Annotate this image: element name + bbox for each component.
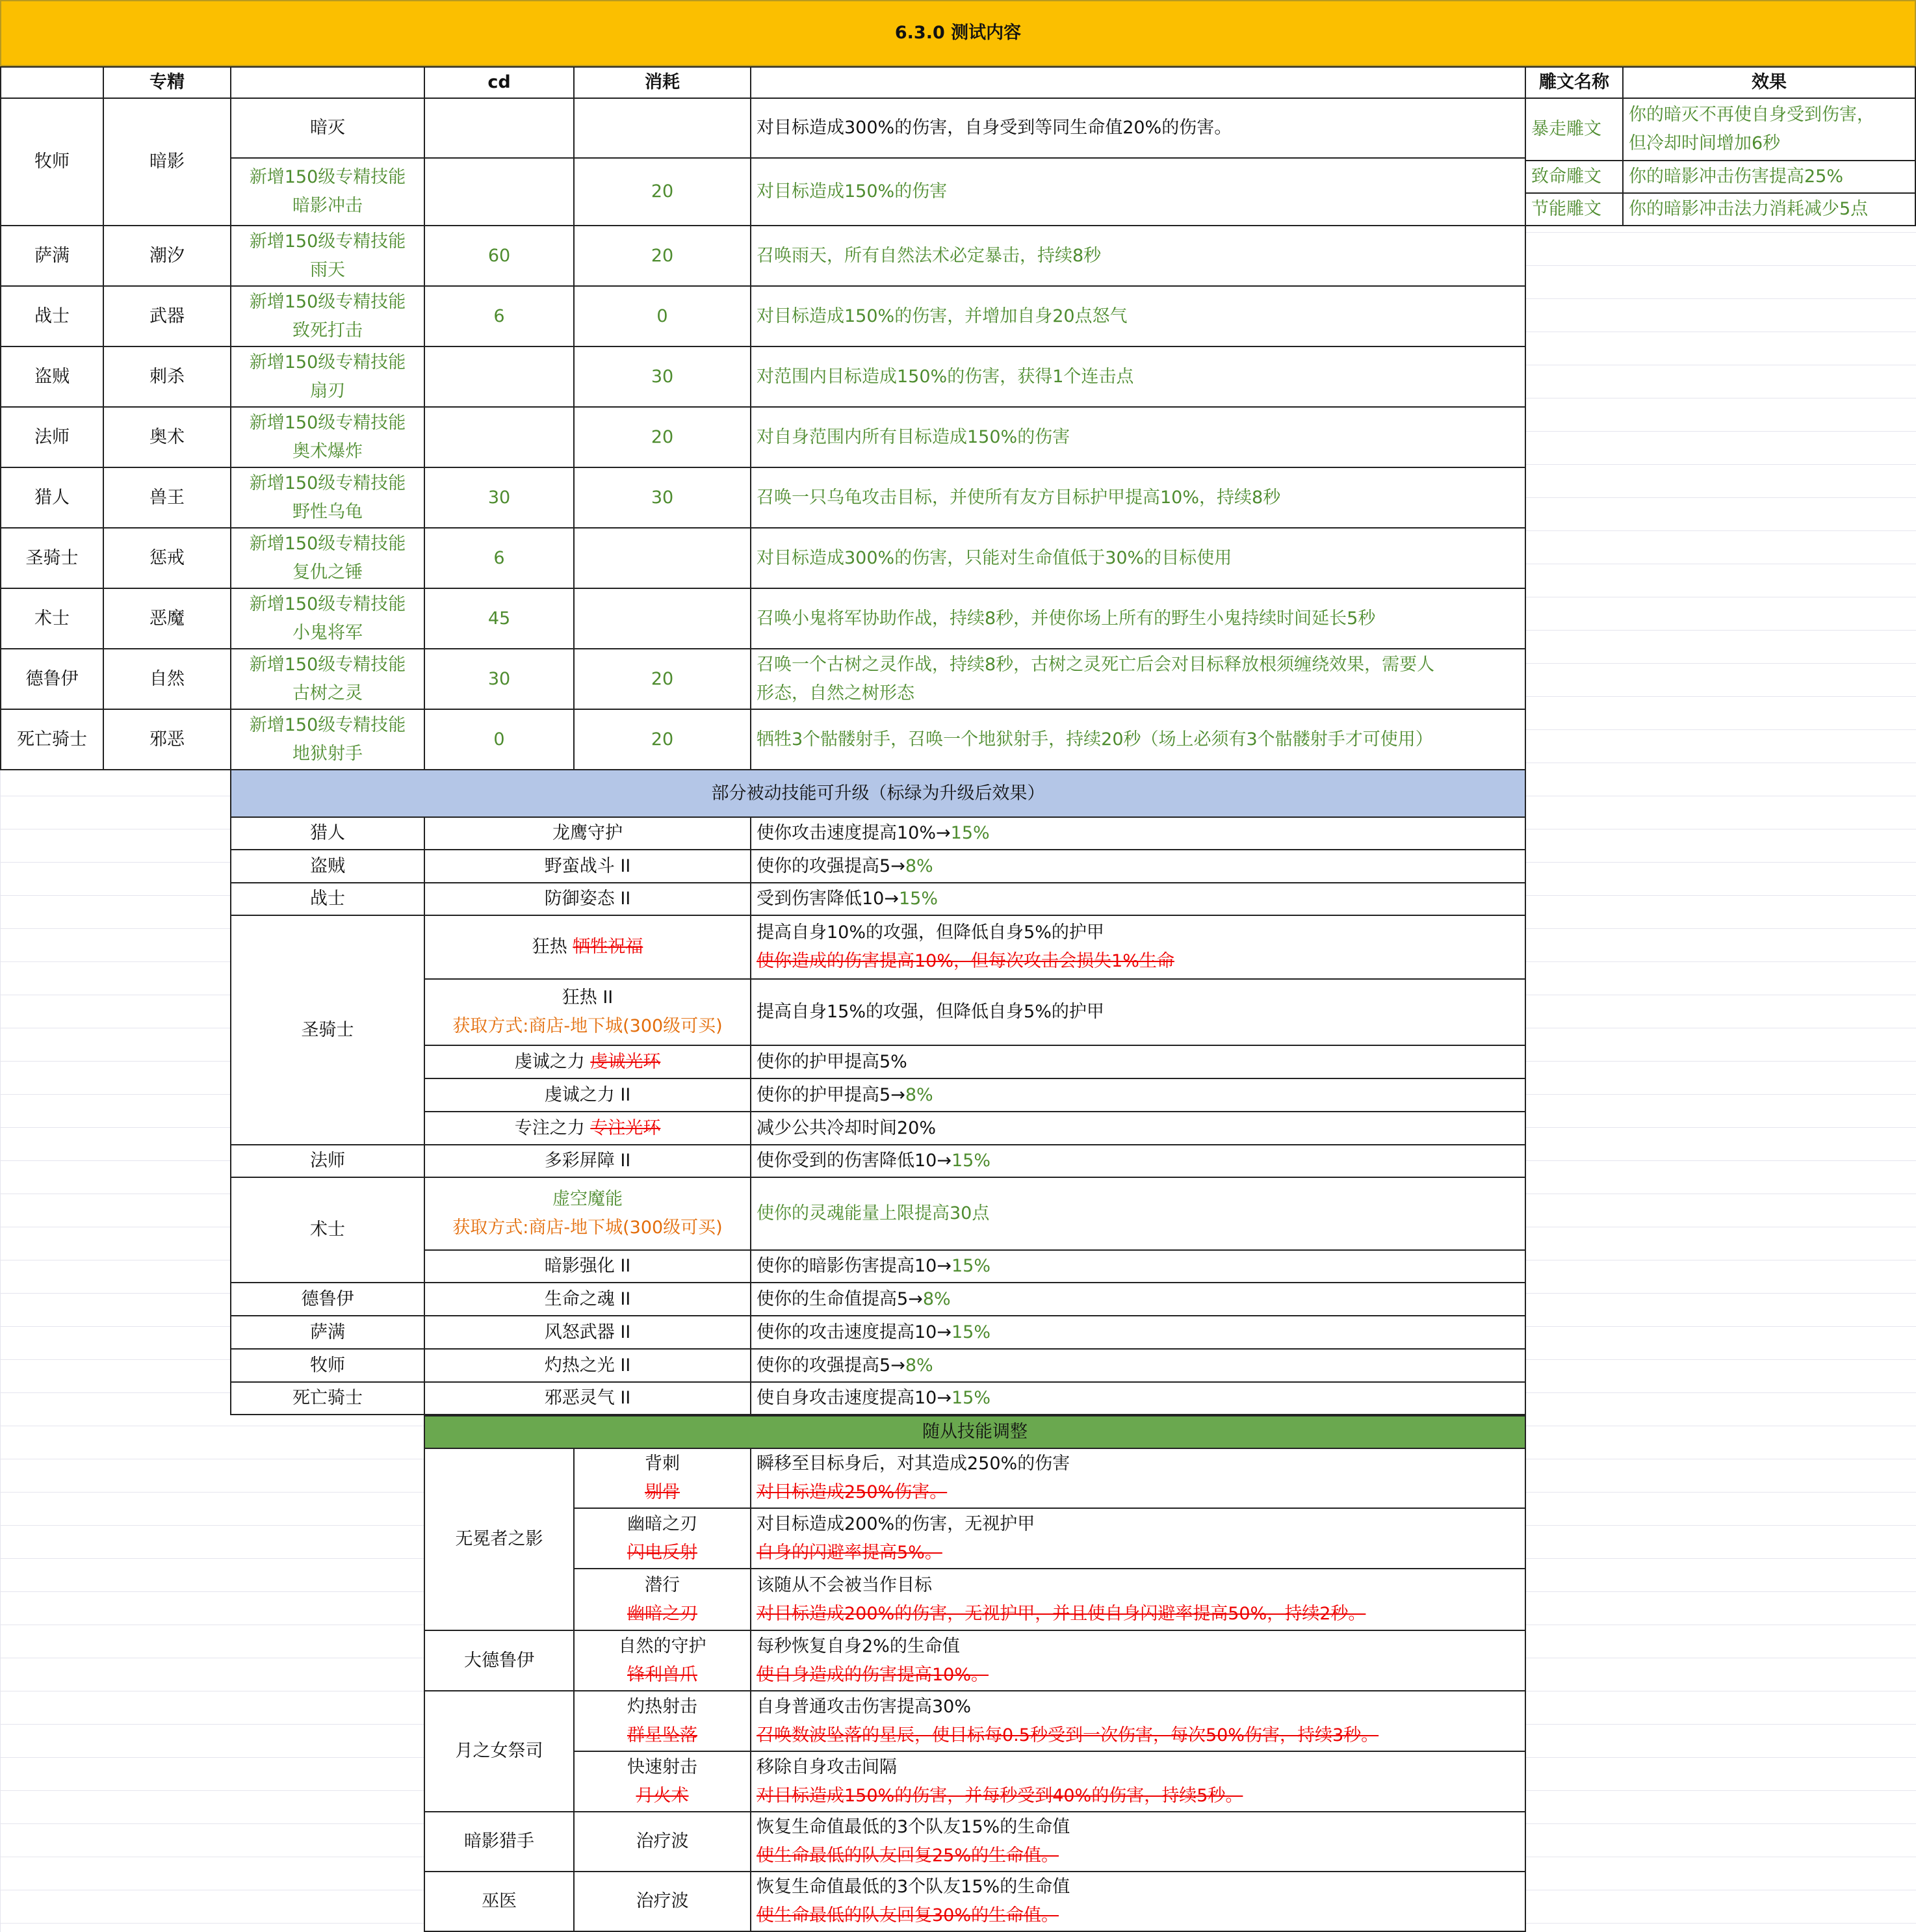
passive-desc-cell: 使你的攻强提高5→8% — [750, 1348, 1526, 1383]
passive-class-cell: 猎人 — [230, 816, 425, 850]
cost-cell: 20 — [573, 406, 751, 468]
desc-cell: 对范围内目标造成150%的伤害，获得1个连击点 — [750, 346, 1526, 408]
spec-cell: 刺杀 — [103, 346, 231, 408]
header-skill — [230, 66, 425, 99]
skill-cell: 新增150级专精技能 小鬼将军 — [230, 588, 425, 649]
minion-skill-cell: 灼热射击 群星坠落 — [573, 1690, 751, 1752]
desc-cell: 对自身范围内所有目标造成150%的伤害 — [750, 406, 1526, 468]
passive-skill-cell: 虔诚之力 虔诚光环 — [424, 1045, 751, 1079]
passive-desc-cell: 使自身攻击速度提高10→15% — [750, 1381, 1526, 1415]
passive-class-cell: 法师 — [230, 1144, 425, 1178]
passive-class-cell: 盗贼 — [230, 849, 425, 883]
header-cost: 消耗 — [573, 66, 751, 99]
cd-cell: 0 — [424, 709, 575, 770]
skill-cell: 新增150级专精技能 奥术爆炸 — [230, 406, 425, 468]
passive-skill-cell: 狂热 牺牲祝福 — [424, 915, 751, 980]
passive-desc-cell: 使你的护甲提高5% — [750, 1045, 1526, 1079]
glyph-effect-cell: 你的暗影冲击法力消耗减少5点 — [1622, 192, 1916, 226]
minion-section-title: 随从技能调整 — [424, 1415, 1526, 1449]
header-spec: 专精 — [103, 66, 231, 99]
desc-cell: 对目标造成300%的伤害，自身受到等同生命值20%的伤害。 — [750, 98, 1526, 159]
passive-skill-cell: 生命之魂 II — [424, 1282, 751, 1316]
class-cell: 牧师 — [0, 98, 104, 226]
class-cell: 法师 — [0, 406, 104, 468]
cd-cell: 60 — [424, 225, 575, 287]
class-cell: 死亡骑士 — [0, 709, 104, 770]
passive-desc-cell: 使你受到的伤害降低10→15% — [750, 1144, 1526, 1178]
skill-cell: 新增150级专精技能 扇刃 — [230, 346, 425, 408]
minion-desc-cell: 自身普通攻击伤害提高30% 召唤数波坠落的星辰，使目标每0.5秒受到一次伤害，每次50%伤害，持续3秒。 — [750, 1690, 1526, 1752]
spec-cell: 邪恶 — [103, 709, 231, 770]
passive-skill-cell: 邪恶灵气 II — [424, 1381, 751, 1415]
cost-cell: 0 — [573, 285, 751, 347]
skill-cell: 新增150级专精技能 复仇之锤 — [230, 527, 425, 589]
passive-desc-cell: 使你攻击速度提高10%→15% — [750, 816, 1526, 850]
spec-cell: 恶魔 — [103, 588, 231, 649]
cd-cell: 6 — [424, 285, 575, 347]
passive-class-cell: 圣骑士 — [230, 915, 425, 1145]
minion-skill-cell: 治疗波 — [573, 1811, 751, 1872]
passive-class-cell: 战士 — [230, 882, 425, 916]
desc-cell: 召唤一个古树之灵作战，持续8秒，古树之灵死亡后会对目标释放根须缠绕效果，需要人 形态，自然之树形态 — [750, 648, 1526, 710]
passive-desc-cell: 使你的生命值提高5→8% — [750, 1282, 1526, 1316]
desc-cell: 召唤小鬼将军协助作战，持续8秒，并使你场上所有的野生小鬼持续时间延长5秒 — [750, 588, 1526, 649]
cost-cell — [573, 98, 751, 159]
desc-cell: 召唤一只乌龟攻击目标，并使所有友方目标护甲提高10%，持续8秒 — [750, 467, 1526, 529]
passive-desc-cell: 使你的护甲提高5→8% — [750, 1078, 1526, 1112]
cost-cell: 30 — [573, 467, 751, 529]
passive-skill-cell: 狂热 II 获取方式:商店-地下城(300级可买) — [424, 978, 751, 1046]
passive-desc-cell: 使你的攻强提高5→8% — [750, 849, 1526, 883]
passive-class-cell: 萨满 — [230, 1315, 425, 1350]
desc-cell: 对目标造成150%的伤害 — [750, 157, 1526, 226]
class-cell: 萨满 — [0, 225, 104, 287]
passive-class-cell: 德鲁伊 — [230, 1282, 425, 1316]
cost-cell: 20 — [573, 225, 751, 287]
minion-desc-cell: 对目标造成200%的伤害，无视护甲 自身的闪避率提高5%。 — [750, 1508, 1526, 1569]
passive-skill-cell: 虔诚之力 II — [424, 1078, 751, 1112]
passive-class-cell: 术士 — [230, 1177, 425, 1283]
glyph-name-cell: 暴走雕文 — [1525, 98, 1624, 161]
spec-cell: 暗影 — [103, 98, 231, 226]
class-cell: 德鲁伊 — [0, 648, 104, 710]
passive-desc-cell: 减少公共冷却时间20% — [750, 1111, 1526, 1145]
cost-cell: 20 — [573, 648, 751, 710]
cost-cell: 20 — [573, 157, 751, 226]
passive-desc-cell: 受到伤害降低10→15% — [750, 882, 1526, 916]
minion-desc-cell: 移除自身攻击间隔 对目标造成150%的伤害，并每秒受到40%的伤害，持续5秒。 — [750, 1751, 1526, 1812]
header-glyph-effect: 效果 — [1622, 66, 1916, 99]
cost-cell: 30 — [573, 346, 751, 408]
class-cell: 术士 — [0, 588, 104, 649]
passive-section-title: 部分被动技能可升级（标绿为升级后效果） — [230, 769, 1526, 818]
glyph-name-cell: 致命雕文 — [1525, 160, 1624, 194]
cd-cell: 45 — [424, 588, 575, 649]
spec-cell: 兽王 — [103, 467, 231, 529]
class-cell: 战士 — [0, 285, 104, 347]
passive-skill-cell: 风怒武器 II — [424, 1315, 751, 1350]
cost-cell: 20 — [573, 709, 751, 770]
spec-cell: 自然 — [103, 648, 231, 710]
sheet-title: 6.3.0 测试内容 — [0, 0, 1916, 66]
glyph-name-cell: 节能雕文 — [1525, 192, 1624, 226]
passive-class-cell: 牧师 — [230, 1348, 425, 1383]
passive-skill-cell: 龙鹰守护 — [424, 816, 751, 850]
spec-cell: 武器 — [103, 285, 231, 347]
cd-cell — [424, 98, 575, 159]
cd-cell: 6 — [424, 527, 575, 589]
spec-cell: 潮汐 — [103, 225, 231, 287]
skill-cell: 暗灭 — [230, 98, 425, 159]
header-glyph-name: 雕文名称 — [1525, 66, 1624, 99]
spec-cell: 惩戒 — [103, 527, 231, 589]
passive-desc-cell: 提高自身15%的攻强，但降低自身5%的护甲 — [750, 978, 1526, 1046]
minion-desc-cell: 瞬移至目标身后，对其造成250%的伤害 对目标造成250%伤害。 — [750, 1448, 1526, 1509]
cd-cell — [424, 346, 575, 408]
skill-cell: 新增150级专精技能 暗影冲击 — [230, 157, 425, 226]
header-cd: cd — [424, 66, 575, 99]
skill-cell: 新增150级专精技能 雨天 — [230, 225, 425, 287]
minion-skill-cell: 快速射击 月火术 — [573, 1751, 751, 1812]
spec-cell: 奥术 — [103, 406, 231, 468]
cost-cell — [573, 527, 751, 589]
minion-name-cell: 暗影猎手 — [424, 1811, 575, 1872]
desc-cell: 对目标造成150%的伤害，并增加自身20点怒气 — [750, 285, 1526, 347]
passive-desc-cell: 使你的攻击速度提高10→15% — [750, 1315, 1526, 1350]
desc-cell: 召唤雨天，所有自然法术必定暴击，持续8秒 — [750, 225, 1526, 287]
passive-skill-cell: 灼热之光 II — [424, 1348, 751, 1383]
glyph-effect-cell: 你的暗影冲击伤害提高25% — [1622, 160, 1916, 194]
cd-cell — [424, 406, 575, 468]
class-cell: 盗贼 — [0, 346, 104, 408]
minion-skill-cell: 治疗波 — [573, 1871, 751, 1932]
passive-skill-cell: 野蛮战斗 II — [424, 849, 751, 883]
minion-desc-cell: 恢复生命值最低的3个队友15%的生命值 使生命最低的队友回复25%的生命值。 — [750, 1811, 1526, 1872]
header-desc — [750, 66, 1526, 99]
passive-skill-cell: 暗影强化 II — [424, 1249, 751, 1283]
skill-cell: 新增150级专精技能 野性乌龟 — [230, 467, 425, 529]
passive-desc-cell: 使你的灵魂能量上限提高30点 — [750, 1177, 1526, 1251]
minion-skill-cell: 幽暗之刃 闪电反射 — [573, 1508, 751, 1569]
cd-cell: 30 — [424, 648, 575, 710]
desc-cell: 对目标造成300%的伤害，只能对生命值低于30%的目标使用 — [750, 527, 1526, 589]
minion-skill-cell: 背刺 剔骨 — [573, 1448, 751, 1509]
minion-skill-cell: 潜行 幽暗之刃 — [573, 1568, 751, 1631]
minion-name-cell: 无冕者之影 — [424, 1448, 575, 1631]
passive-skill-cell: 专注之力 专注光环 — [424, 1111, 751, 1145]
cd-cell — [424, 157, 575, 226]
passive-desc-cell: 提高自身10%的攻强，但降低自身5%的护甲 使你造成的伤害提高10%，但每次攻击会损失1%生命 — [750, 915, 1526, 980]
minion-skill-cell: 自然的守护 锋利兽爪 — [573, 1630, 751, 1691]
skill-cell: 新增150级专精技能 致死打击 — [230, 285, 425, 347]
passive-class-cell: 死亡骑士 — [230, 1381, 425, 1415]
class-cell: 圣骑士 — [0, 527, 104, 589]
passive-skill-cell: 虚空魔能 获取方式:商店-地下城(300级可买) — [424, 1177, 751, 1251]
cost-cell — [573, 588, 751, 649]
passive-skill-cell: 防御姿态 II — [424, 882, 751, 916]
header-class — [0, 66, 104, 99]
passive-desc-cell: 使你的暗影伤害提高10→15% — [750, 1249, 1526, 1283]
minion-name-cell: 月之女祭司 — [424, 1690, 575, 1812]
cd-cell: 30 — [424, 467, 575, 529]
skill-cell: 新增150级专精技能 地狱射手 — [230, 709, 425, 770]
minion-desc-cell: 恢复生命值最低的3个队友15%的生命值 使生命最低的队友回复30%的生命值。 — [750, 1871, 1526, 1932]
passive-skill-cell: 多彩屏障 II — [424, 1144, 751, 1178]
minion-desc-cell: 该随从不会被当作目标 对目标造成200%的伤害，无视护甲，并且使自身闪避率提高50%，持续2秒。 — [750, 1568, 1526, 1631]
class-cell: 猎人 — [0, 467, 104, 529]
skill-cell: 新增150级专精技能 古树之灵 — [230, 648, 425, 710]
minion-name-cell: 巫医 — [424, 1871, 575, 1932]
minion-name-cell: 大德鲁伊 — [424, 1630, 575, 1691]
desc-cell: 牺牲3个骷髅射手，召唤一个地狱射手，持续20秒（场上必须有3个骷髅射手才可使用） — [750, 709, 1526, 770]
glyph-effect-cell: 你的暗灭不再使自身受到伤害， 但冷却时间增加6秒 — [1622, 98, 1916, 161]
minion-desc-cell: 每秒恢复自身2%的生命值 使自身造成的伤害提高10%。 — [750, 1630, 1526, 1691]
